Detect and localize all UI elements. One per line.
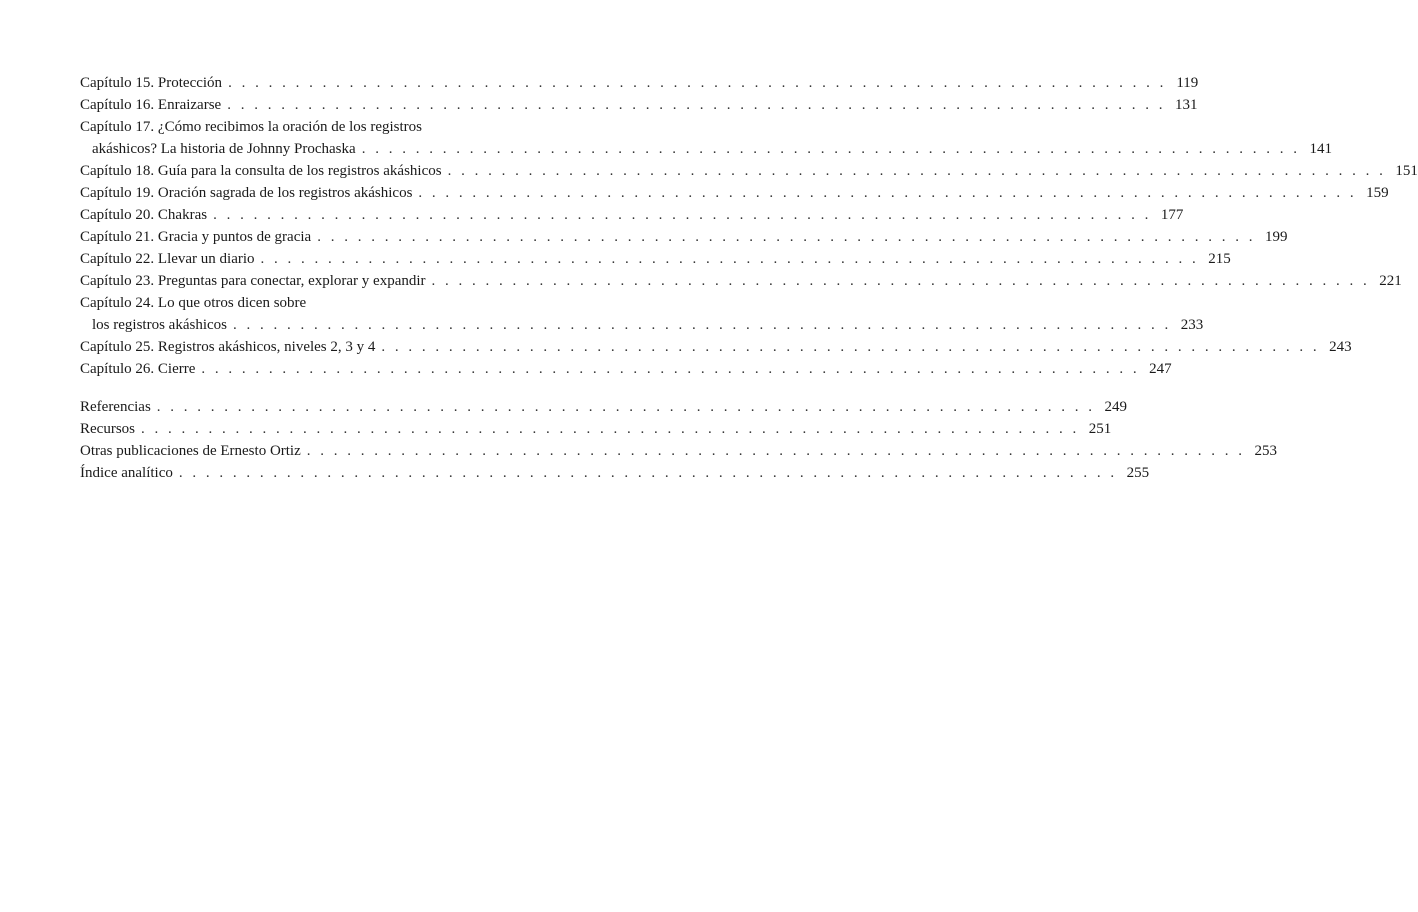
toc-page-number: 221 [1379, 273, 1402, 289]
toc-entry-chapter-18 [80, 160, 1418, 182]
toc-page-number: 151 [1395, 163, 1418, 179]
toc-entry-label: Capítulo 20. Chakras [80, 207, 208, 223]
toc-entry-chapter-24 [80, 292, 1204, 336]
toc-entry-chapter-20 [80, 204, 1184, 226]
toc-entry-label-line1: Capítulo 24. Lo que otros dicen sobre [80, 295, 307, 311]
toc-entry-chapter-17 [80, 116, 1332, 160]
dot-leader: . . . . . . . . . . . . . . . . . . . . . . . . . . . . . . . . . . . . . . . . . . . . . . . . . . . . . . . . . . . . . . . . . . . . . . [306, 443, 1246, 459]
dot-leader: . . . . . . . . . . . . . . . . . . . . . . . . . . . . . . . . . . . . . . . . . . . . . . . . . . . . . . . . . . . . . . . . . . . . . . [213, 207, 1152, 223]
toc-page-number: 177 [1160, 207, 1184, 223]
toc-entry-index [80, 462, 1150, 484]
toc-page-number: 251 [1088, 421, 1112, 437]
toc-entry-chapter-16 [80, 94, 1198, 116]
toc-entry-label: Capítulo 21. Gracia y puntos de gracia [80, 229, 312, 245]
toc-entry-chapter-22 [80, 248, 1231, 270]
toc-page-number: 215 [1208, 251, 1231, 267]
toc-page-number: 249 [1104, 399, 1128, 415]
dot-leader: . . . . . . . . . . . . . . . . . . . . . . . . . . . . . . . . . . . . . . . . . . . . . . . . . . . . . . . . . . . . . . . . . . . . . . [228, 75, 1167, 91]
dot-leader: . . . . . . . . . . . . . . . . . . . . . . . . . . . . . . . . . . . . . . . . . . . . . . . . . . . . . . . . . . . . . . . . . . . . . . [418, 185, 1357, 201]
table-of-contents [80, 72, 1418, 484]
dot-leader: . . . . . . . . . . . . . . . . . . . . . . . . . . . . . . . . . . . . . . . . . . . . . . . . . . . . . . . . . . . . . . . . . . . . . . [381, 339, 1320, 355]
dot-leader: . . . . . . . . . . . . . . . . . . . . . . . . . . . . . . . . . . . . . . . . . . . . . . . . . . . . . . . . . . . . . . . . . . . . . . [227, 97, 1166, 113]
toc-entry-label: Capítulo 16. Enraizarse [80, 97, 222, 113]
toc-entry-label: Capítulo 19. Oración sagrada de los registros akáshicos [80, 185, 413, 201]
toc-entry-other-publications [80, 440, 1278, 462]
toc-entry-chapter-21 [80, 226, 1288, 248]
toc-entry-label: Otras publicaciones de Ernesto Ortiz [80, 443, 301, 459]
toc-page-number: 253 [1254, 443, 1278, 459]
dot-leader: . . . . . . . . . . . . . . . . . . . . . . . . . . . . . . . . . . . . . . . . . . . . . . . . . . . . . . . . . . . . . . . . . . . . . . [431, 273, 1370, 289]
toc-page-number: 119 [1176, 75, 1199, 91]
dot-leader: . . . . . . . . . . . . . . . . . . . . . . . . . . . . . . . . . . . . . . . . . . . . . . . . . . . . . . . . . . . . . . . . . . . . . . [447, 163, 1386, 179]
dot-leader: . . . . . . . . . . . . . . . . . . . . . . . . . . . . . . . . . . . . . . . . . . . . . . . . . . . . . . . . . . . . . . . . . . . . . . [361, 141, 1300, 157]
toc-page-number: 233 [1180, 317, 1204, 333]
dot-leader: . . . . . . . . . . . . . . . . . . . . . . . . . . . . . . . . . . . . . . . . . . . . . . . . . . . . . . . . . . . . . . . . . . . . . . [156, 399, 1096, 415]
toc-entry-references [80, 396, 1128, 418]
toc-entry-label: Capítulo 22. Llevar un diario [80, 251, 255, 267]
toc-entry-label: los registros akáshicos [92, 317, 227, 333]
toc-page-number: 199 [1264, 229, 1288, 245]
dot-leader: . . . . . . . . . . . . . . . . . . . . . . . . . . . . . . . . . . . . . . . . . . . . . . . . . . . . . . . . . . . . . . . . . . . . . . [260, 251, 1199, 267]
toc-page-number: 131 [1174, 97, 1198, 113]
dot-leader: . . . . . . . . . . . . . . . . . . . . . . . . . . . . . . . . . . . . . . . . . . . . . . . . . . . . . . . . . . . . . . . . . . . . . . [317, 229, 1256, 245]
dot-leader: . . . . . . . . . . . . . . . . . . . . . . . . . . . . . . . . . . . . . . . . . . . . . . . . . . . . . . . . . . . . . . . . . . . . . . [141, 421, 1080, 437]
toc-entry-chapter-15 [80, 72, 1199, 94]
toc-entry-label: Capítulo 23. Preguntas para conectar, explorar y expandir [80, 273, 426, 289]
toc-entry-label: Recursos [80, 421, 135, 437]
dot-leader: . . . . . . . . . . . . . . . . . . . . . . . . . . . . . . . . . . . . . . . . . . . . . . . . . . . . . . . . . . . . . . . . . . . . . . [178, 465, 1118, 481]
toc-page-number: 243 [1329, 339, 1352, 355]
section-spacer [80, 380, 520, 396]
toc-entry-label: Capítulo 15. Protección [80, 75, 223, 91]
toc-entry-label: Capítulo 18. Guía para la consulta de los registros akáshicos [80, 163, 442, 179]
toc-entry-label: Capítulo 26. Cierre [80, 361, 196, 377]
toc-entry-label-line1: Capítulo 17. ¿Cómo recibimos la oración de los registros [80, 119, 423, 135]
toc-entry-label: Índice analítico [80, 465, 173, 481]
dot-leader: . . . . . . . . . . . . . . . . . . . . . . . . . . . . . . . . . . . . . . . . . . . . . . . . . . . . . . . . . . . . . . . . . . . . . . [232, 317, 1172, 333]
toc-page-number: 255 [1126, 465, 1150, 481]
toc-entry-chapter-23 [80, 270, 1402, 292]
toc-entry-chapter-19 [80, 182, 1389, 204]
toc-entry-chapter-26 [80, 358, 1172, 380]
toc-entry-label: Capítulo 25. Registros akáshicos, niveles 2, 3 y 4 [80, 339, 376, 355]
toc-entry-label: akáshicos? La historia de Johnny Prochaska [92, 141, 356, 157]
toc-entry-label: Referencias [80, 399, 151, 415]
toc-page-number: 141 [1309, 141, 1332, 157]
toc-page-number: 159 [1366, 185, 1389, 201]
toc-entry-chapter-25 [80, 336, 1352, 358]
toc-entry-resources [80, 418, 1112, 440]
toc-page-number: 247 [1149, 361, 1172, 377]
dot-leader: . . . . . . . . . . . . . . . . . . . . . . . . . . . . . . . . . . . . . . . . . . . . . . . . . . . . . . . . . . . . . . . . . . . . . . [201, 361, 1140, 377]
